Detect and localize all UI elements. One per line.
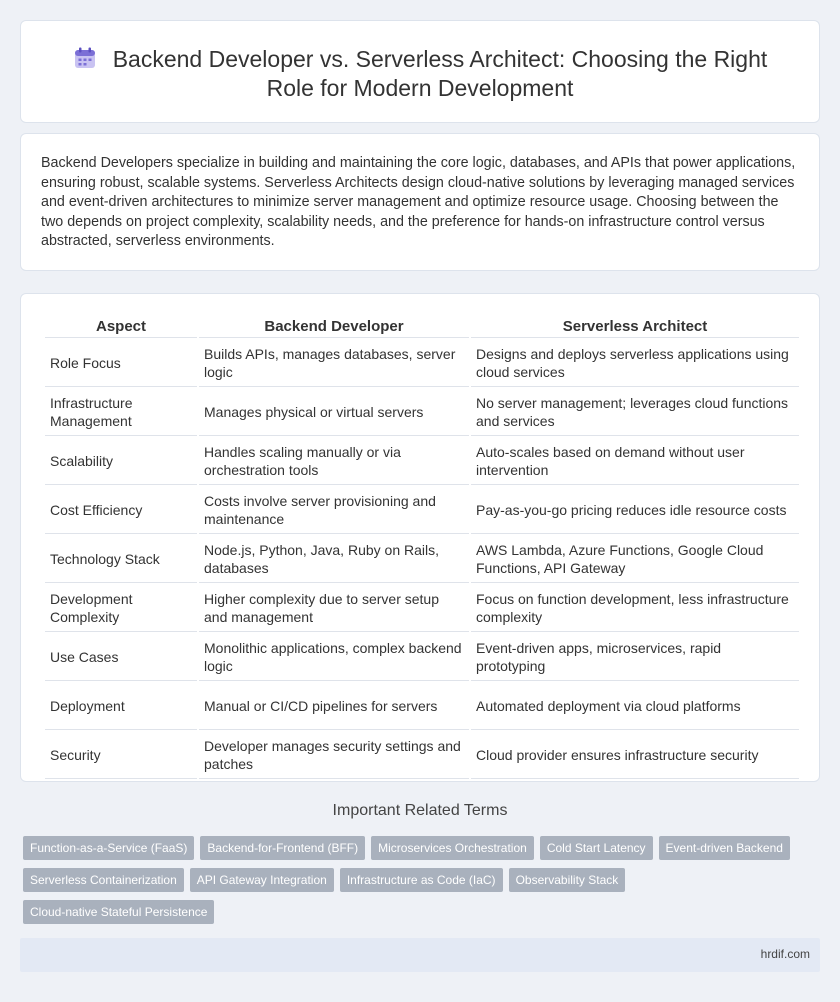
cell-serverless: No server management; leverages cloud functions and services	[471, 389, 799, 436]
cell-aspect: Infrastructure Management	[45, 389, 197, 436]
header-aspect: Aspect	[45, 314, 197, 338]
page-title: Backend Developer vs. Serverless Architect: Choosing the Right Role for Modern Development	[112, 46, 768, 101]
related-terms-title: Important Related Terms	[332, 802, 508, 819]
term-tag[interactable]: Cloud-native Stateful Persistence	[23, 900, 214, 924]
cell-backend: Node.js, Python, Java, Ruby on Rails, databases	[199, 536, 469, 583]
header-backend: Backend Developer	[199, 314, 469, 338]
page-title-row	[21, 45, 819, 103]
table-row	[45, 683, 799, 730]
cell-backend: Builds APIs, manages databases, server logic	[199, 340, 469, 387]
cell-serverless: Automated deployment via cloud platforms	[471, 683, 799, 730]
cell-aspect: Development Complexity	[45, 585, 197, 632]
cell-backend: Costs involve server provisioning and maintenance	[199, 487, 469, 534]
table-row	[45, 340, 799, 387]
cell-backend: Developer manages security settings and patches	[199, 732, 469, 779]
term-tag[interactable]: Event-driven Backend	[659, 836, 790, 860]
intro-card	[20, 133, 820, 271]
term-tag[interactable]: Microservices Orchestration	[371, 836, 534, 860]
header-card	[20, 20, 820, 123]
cell-serverless: AWS Lambda, Azure Functions, Google Cloud Functions, API Gateway	[471, 536, 799, 583]
cell-aspect: Role Focus	[45, 340, 197, 387]
cell-aspect: Use Cases	[45, 634, 197, 681]
cell-aspect: Technology Stack	[45, 536, 197, 583]
cell-serverless: Auto-scales based on demand without user intervention	[471, 438, 799, 485]
table-row	[45, 389, 799, 436]
table-row	[45, 487, 799, 534]
cell-serverless: Pay-as-you-go pricing reduces idle resource costs	[471, 487, 799, 534]
term-tag[interactable]: Observability Stack	[509, 868, 626, 892]
table-row	[45, 732, 799, 779]
calendar-icon	[73, 46, 97, 70]
term-tag[interactable]: Serverless Containerization	[23, 868, 184, 892]
comparison-card	[20, 293, 820, 782]
cell-serverless: Designs and deploys serverless applications using cloud services	[471, 340, 799, 387]
table-header-row	[45, 314, 799, 338]
table-row	[45, 536, 799, 583]
cell-backend: Higher complexity due to server setup and management	[199, 585, 469, 632]
footer-site-link[interactable]: hrdif.com	[760, 947, 810, 961]
cell-backend: Handles scaling manually or via orchestration tools	[199, 438, 469, 485]
cell-aspect: Scalability	[45, 438, 197, 485]
comparison-table	[43, 312, 801, 781]
cell-aspect: Security	[45, 732, 197, 779]
cell-backend: Monolithic applications, complex backend logic	[199, 634, 469, 681]
cell-serverless: Event-driven apps, microservices, rapid prototyping	[471, 634, 799, 681]
cell-serverless: Focus on function development, less infrastructure complexity	[471, 585, 799, 632]
table-row	[45, 585, 799, 632]
cell-aspect: Deployment	[45, 683, 197, 730]
term-tag[interactable]: API Gateway Integration	[190, 868, 334, 892]
term-tag[interactable]: Function-as-a-Service (FaaS)	[23, 836, 194, 860]
cell-serverless: Cloud provider ensures infrastructure security	[471, 732, 799, 779]
table-row	[45, 634, 799, 681]
footer	[20, 938, 820, 972]
table-row	[45, 438, 799, 485]
related-terms-list	[23, 836, 803, 924]
term-tag[interactable]: Cold Start Latency	[540, 836, 653, 860]
cell-aspect: Cost Efficiency	[45, 487, 197, 534]
cell-backend: Manual or CI/CD pipelines for servers	[199, 683, 469, 730]
cell-backend: Manages physical or virtual servers	[199, 389, 469, 436]
term-tag[interactable]: Infrastructure as Code (IaC)	[340, 868, 503, 892]
intro-paragraph: Backend Developers specialize in building and maintaining the core logic, databases, and APIs that power applications, ensuring robust, scalable systems. Serverless Architects design cloud-native solutions by leveraging managed services and event-driven architectures to minimize server management and optimize resource usage. Choosing between the two depends on project complexity, scalability needs, and the preference for hands-on infrastructure control versus abstracted, serverless environments.	[41, 155, 796, 250]
term-tag[interactable]: Backend-for-Frontend (BFF)	[200, 836, 365, 860]
header-serverless: Serverless Architect	[471, 314, 799, 338]
